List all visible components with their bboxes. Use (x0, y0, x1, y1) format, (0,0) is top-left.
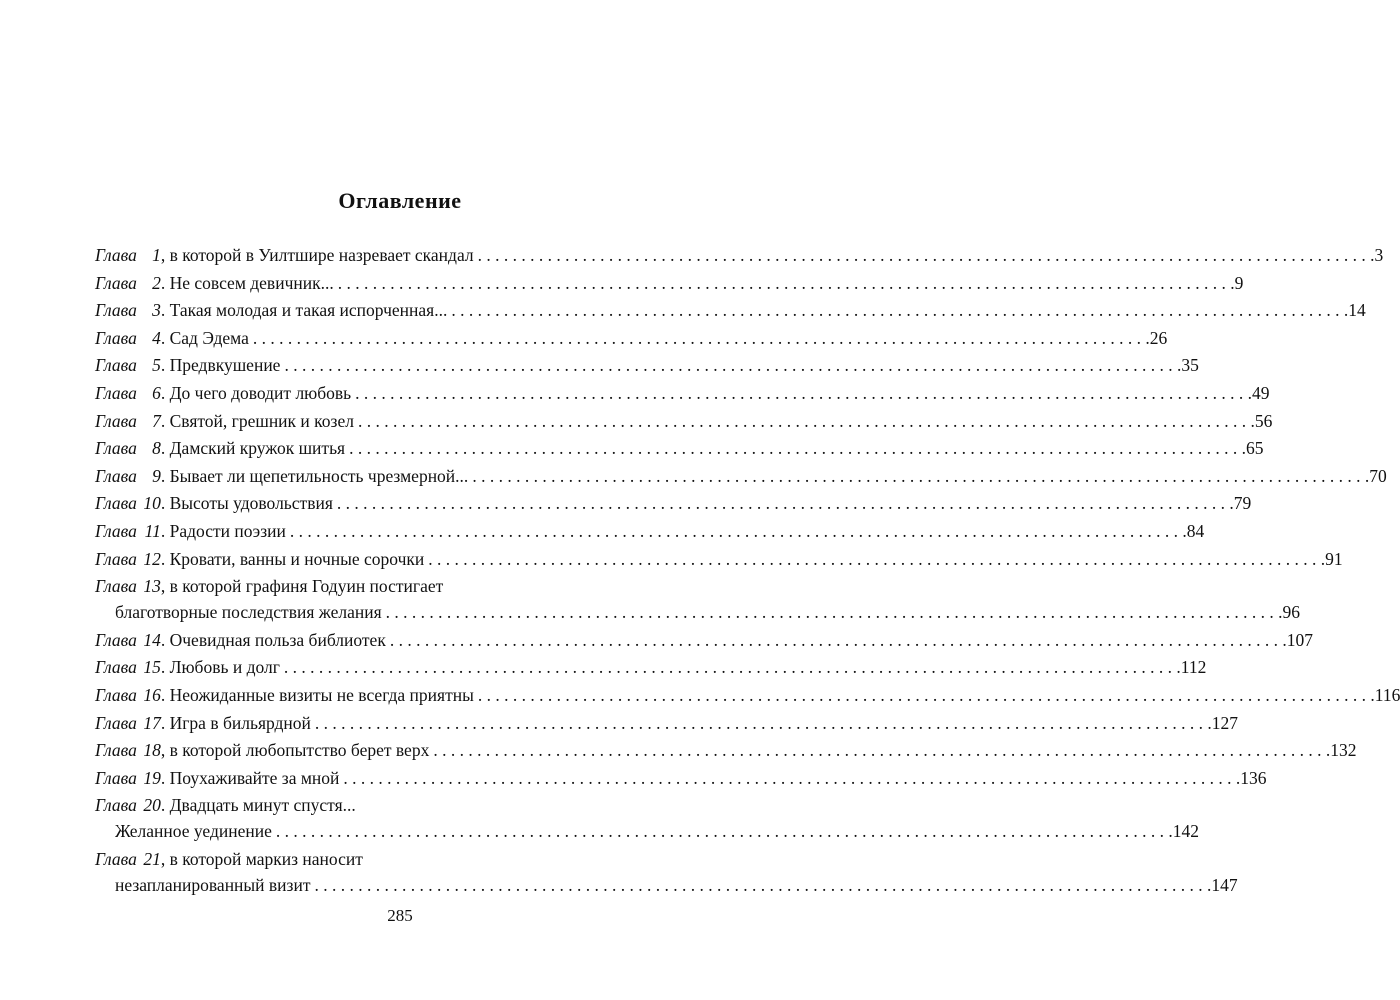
chapter-word: Глава (95, 629, 137, 650)
chapter-title: . Не совсем девичник... (160, 272, 334, 293)
chapter-label (95, 490, 161, 516)
chapter-title: . Высоты удовольствия (160, 493, 333, 514)
chapter-number: 18 (143, 740, 161, 761)
page-ref: 147 (1211, 874, 1238, 895)
chapter-label (95, 573, 161, 599)
chapter-word: Глава (95, 355, 137, 376)
dot-leader (351, 380, 1252, 406)
chapter-label (95, 352, 161, 378)
chapter-word: Глава (95, 300, 137, 321)
chapter-word: Глава (95, 767, 137, 788)
toc-entry (95, 710, 1239, 736)
chapter-number: 16 (143, 684, 161, 705)
toc-entry (95, 654, 1207, 680)
toc-entry (95, 270, 1244, 296)
chapter-number: 7 (152, 410, 161, 431)
chapter-label (95, 792, 161, 818)
chapter-title: , в которой в Уилтшире назревает скандал (160, 245, 474, 265)
dot-leader (429, 737, 1330, 763)
page-ref: 35 (1181, 355, 1199, 376)
toc-entry (95, 792, 1199, 844)
chapter-label (95, 463, 161, 489)
dot-leader (249, 325, 1150, 351)
chapter-title: , в которой графиня Годуин постигает (160, 576, 444, 597)
chapter-title-continuation: благотворные последствия желания (115, 602, 382, 623)
chapter-number: 11 (144, 520, 161, 541)
dot-leader (345, 435, 1246, 461)
dot-leader (272, 818, 1173, 844)
chapter-title-continuation: Желанное уединение (115, 821, 272, 842)
chapter-number: 17 (143, 712, 161, 733)
chapter-title: . Бывает ли щепетильность чрезмерной... (160, 465, 469, 486)
page-ref: 132 (1330, 740, 1357, 761)
toc-line (95, 518, 1205, 544)
toc-entry (95, 463, 1387, 489)
chapter-number: 13 (143, 576, 161, 597)
chapter-word: Глава (95, 465, 137, 486)
toc-line (95, 846, 667, 872)
toc-entry (95, 352, 1199, 378)
toc-entry (95, 546, 1343, 572)
dot-leader (333, 490, 1234, 516)
page-ref: 107 (1286, 629, 1313, 650)
chapter-word: Глава (95, 576, 137, 597)
toc-entry (95, 518, 1205, 544)
chapter-label (95, 682, 161, 708)
toc-entry (95, 737, 1357, 763)
chapter-number: 20 (143, 795, 161, 816)
chapter-title: . Радости поэзии (160, 520, 286, 541)
page-ref: 136 (1240, 767, 1267, 788)
dot-leader (280, 352, 1181, 378)
chapter-word: Глава (95, 272, 137, 293)
chapter-number: 6 (152, 382, 161, 403)
toc-line (95, 408, 1273, 434)
toc-entry (95, 380, 1270, 406)
toc-entry (95, 408, 1273, 434)
chapter-title: . Кровати, ванны и ночные сорочки (160, 548, 425, 569)
toc-line (95, 546, 1343, 572)
dot-leader (382, 599, 1283, 625)
page-ref: 26 (1149, 327, 1168, 348)
chapter-label (95, 380, 161, 406)
toc-entry (95, 627, 1313, 653)
chapter-word: Глава (95, 684, 137, 705)
chapter-word: Глава (95, 327, 137, 348)
dot-leader (474, 242, 1375, 268)
chapter-number: 12 (143, 548, 161, 569)
page-ref: 49 (1252, 382, 1270, 403)
toc-line (95, 765, 1267, 791)
chapter-word: Глава (95, 245, 137, 265)
toc-entry (95, 297, 1366, 323)
toc-line (95, 352, 1199, 378)
page-number: 285 (387, 906, 413, 925)
page-ref: 127 (1211, 712, 1239, 733)
page-ref: 9 (1234, 272, 1244, 293)
page-ref: 91 (1325, 548, 1343, 569)
chapter-word: Глава (95, 548, 137, 569)
toc-line (95, 435, 1264, 461)
toc-line (95, 325, 1168, 351)
chapter-title: . Дамский кружок шитья (160, 438, 346, 459)
table-of-contents (95, 242, 1400, 899)
toc-line-continuation (95, 872, 1238, 898)
toc-entry (95, 573, 1301, 625)
chapter-word: Глава (95, 520, 137, 541)
chapter-title: , в которой маркиз наносит (160, 848, 363, 869)
chapter-label (95, 325, 161, 351)
chapter-label (95, 654, 161, 680)
chapter-number: 21 (143, 848, 161, 869)
toc-line-continuation (95, 599, 1301, 625)
toc-line (95, 463, 1387, 489)
chapter-word: Глава (95, 438, 137, 459)
chapter-number: 19 (143, 767, 161, 788)
chapter-word: Глава (95, 712, 137, 733)
toc-entry (95, 325, 1168, 351)
dot-leader (468, 463, 1369, 489)
page-title: Оглавление (338, 188, 462, 213)
chapter-label (95, 846, 161, 872)
dot-leader (339, 765, 1240, 791)
chapter-label (95, 518, 161, 544)
chapter-title: . Двадцать минут спустя... (160, 795, 356, 816)
chapter-number: 4 (152, 327, 161, 348)
chapter-word: Глава (95, 382, 137, 403)
chapter-number: 15 (143, 657, 161, 678)
chapter-label (95, 546, 161, 572)
chapter-number: 1 (152, 245, 161, 265)
toc-line (95, 573, 667, 599)
chapter-number: 5 (152, 355, 161, 376)
chapter-label (95, 242, 161, 268)
page-ref: 96 (1282, 602, 1301, 623)
chapter-title: . Очевидная польза библиотек (160, 629, 386, 650)
toc-line (95, 654, 1207, 680)
dot-leader (474, 682, 1375, 708)
dot-leader (447, 297, 1348, 323)
chapter-title: . До чего доводит любовь (160, 382, 352, 403)
page-ref: 79 (1233, 493, 1252, 514)
chapter-label (95, 270, 161, 296)
chapter-number: 10 (143, 493, 161, 514)
chapter-title-continuation: незапланированный визит (115, 874, 311, 895)
chapter-label (95, 765, 161, 791)
chapter-title: . Любовь и долг (160, 657, 280, 678)
toc-entry (95, 242, 1384, 268)
page-ref: 56 (1254, 410, 1273, 431)
dot-leader (354, 408, 1255, 434)
page-ref: 3 (1374, 245, 1384, 265)
toc-line (95, 737, 1357, 763)
toc-line (95, 297, 1366, 323)
chapter-title: . Игра в бильярдной (160, 712, 311, 733)
page-ref: 116 (1374, 684, 1400, 705)
chapter-label (95, 435, 161, 461)
toc-line-continuation (95, 818, 1199, 844)
chapter-label (95, 710, 161, 736)
chapter-title: . Поухаживайте за мной (160, 767, 340, 788)
toc-line (95, 710, 1239, 736)
chapter-label (95, 737, 161, 763)
chapter-title: . Святой, грешник и козел (160, 410, 354, 431)
dot-leader (424, 546, 1325, 572)
chapter-title: . Неожиданные визиты не всегда приятны (160, 684, 474, 705)
page-ref: 70 (1369, 465, 1387, 486)
toc-entry (95, 490, 1252, 516)
chapter-word: Глава (95, 493, 137, 514)
toc-line (95, 380, 1270, 406)
dot-leader (280, 654, 1181, 680)
chapter-word: Глава (95, 848, 137, 869)
chapter-word: Глава (95, 795, 137, 816)
toc-line (95, 792, 667, 818)
toc-line (95, 627, 1313, 653)
page-ref: 142 (1172, 821, 1199, 842)
chapter-number: 3 (152, 300, 161, 321)
toc-line (95, 242, 1384, 268)
toc-entry (95, 682, 1400, 708)
chapter-title: . Такая молодая и такая испорченная... (160, 300, 448, 321)
chapter-label (95, 627, 161, 653)
toc-line (95, 270, 1244, 296)
dot-leader (311, 710, 1212, 736)
chapter-number: 9 (152, 465, 161, 486)
chapter-word: Глава (95, 657, 137, 678)
dot-leader (386, 627, 1287, 653)
page-ref: 84 (1186, 520, 1205, 541)
chapter-word: Глава (95, 410, 137, 431)
chapter-label (95, 408, 161, 434)
dot-leader (310, 872, 1211, 898)
chapter-title: . Предвкушение (160, 355, 281, 376)
toc-entry (95, 765, 1267, 791)
dot-leader (334, 270, 1235, 296)
toc-entry (95, 846, 1238, 898)
dot-leader (286, 518, 1187, 544)
page-ref: 65 (1245, 438, 1264, 459)
toc-entry (95, 435, 1264, 461)
chapter-number: 8 (152, 438, 161, 459)
chapter-label (95, 297, 161, 323)
toc-line (95, 490, 1252, 516)
page-ref: 112 (1180, 657, 1207, 678)
chapter-number: 14 (143, 629, 161, 650)
chapter-word: Глава (95, 740, 137, 761)
chapter-title: . Сад Эдема (160, 327, 249, 348)
toc-line (95, 682, 1400, 708)
page-ref: 14 (1348, 300, 1366, 321)
chapter-number: 2 (152, 272, 161, 293)
chapter-title: , в которой любопытство берет верх (160, 740, 430, 761)
